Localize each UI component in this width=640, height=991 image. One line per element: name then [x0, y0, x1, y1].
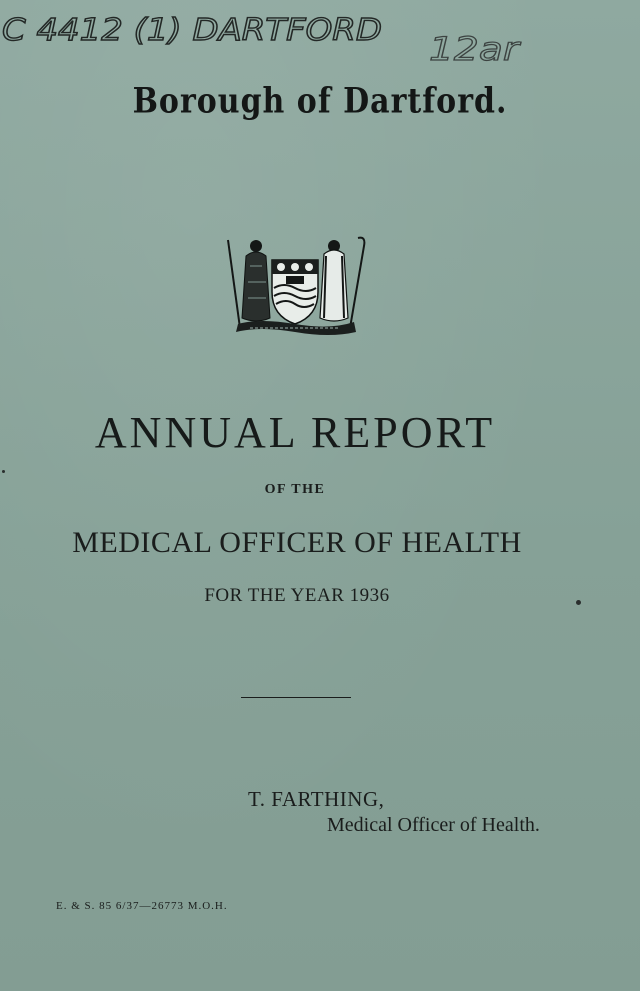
author-name: T. FARTHING,	[248, 787, 385, 811]
report-year-line: FOR THE YEAR 1936	[204, 585, 390, 606]
author-role: Medical Officer of Health.	[327, 814, 540, 836]
ink-speck	[576, 600, 581, 605]
ink-speck	[2, 470, 5, 473]
borough-heading: Borough of Dartford.	[132, 81, 508, 122]
handwritten-reference-annotation	[2, 2, 402, 52]
divider-rule	[241, 697, 351, 698]
borough-coat-of-arms-icon	[220, 232, 370, 337]
of-the-line: OF THE	[264, 482, 326, 497]
printer-imprint: E. & S. 85 6/37—26773 M.O.H.	[56, 900, 228, 912]
handwritten-initials-annotation	[425, 22, 525, 70]
report-subtitle: MEDICAL OFFICER OF HEALTH	[72, 526, 522, 559]
svg-text:C 4412 (1) DARTFORD: C 4412 (1) DARTFORD	[2, 13, 382, 48]
report-title: ANNUAL REPORT	[94, 408, 496, 457]
svg-text:12ar: 12ar	[429, 30, 522, 68]
